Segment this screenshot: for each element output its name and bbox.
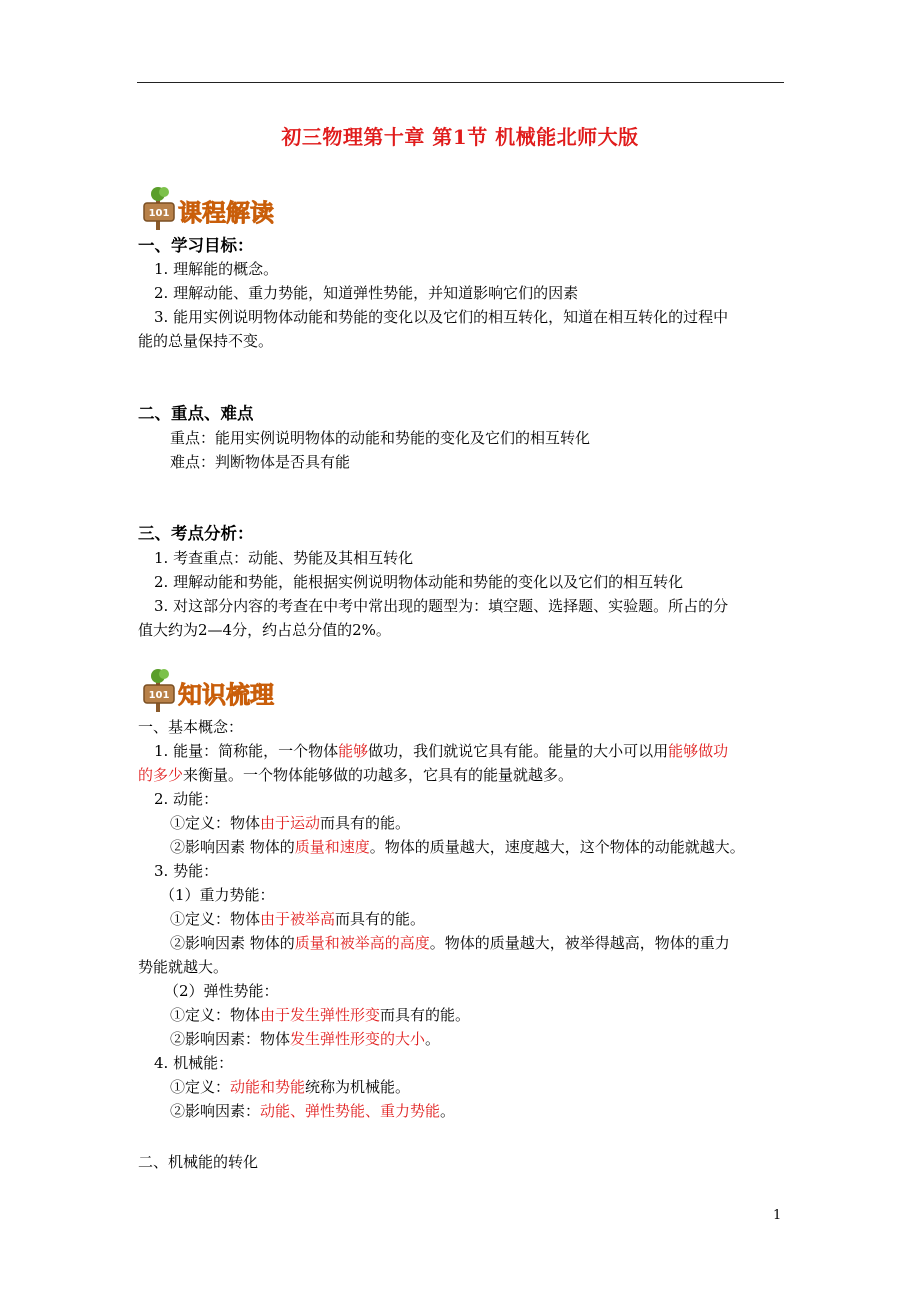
elastic-potential-label: （2）弹性势能： bbox=[164, 982, 279, 1000]
section-heading-key-points: 二、重点、难点 bbox=[138, 404, 254, 423]
banner-course-interpretation bbox=[138, 186, 318, 232]
key-point-text: 重点：能用实例说明物体的动能和势能的变化及它们的相互转化 bbox=[170, 429, 591, 447]
section-heading-exam-analysis: 三、考点分析： bbox=[138, 524, 254, 543]
list-item: 2. 理解动能和势能，能根据实例说明物体动能和势能的变化以及它们的相互转化 bbox=[154, 573, 684, 591]
header-rule bbox=[137, 82, 784, 83]
gravity-factors-continued: 势能就越大。 bbox=[138, 958, 229, 976]
banner-label: 课程解读 bbox=[178, 199, 274, 227]
list-item: 1. 考查重点：动能、势能及其相互转化 bbox=[154, 549, 414, 567]
list-item-continued: 能的总量保持不变。 bbox=[138, 332, 274, 350]
energy-definition: 1. 能量：简称能，一个物体能够做功，我们就说它具有能。能量的大小可以用能够做功 bbox=[154, 742, 729, 760]
difficulty-text: 难点：判断物体是否具有能 bbox=[170, 453, 351, 471]
document-title: 初三物理第十章 第1节 机械能北师大版 bbox=[281, 125, 639, 149]
banner-knowledge-review bbox=[138, 668, 318, 714]
elastic-factors: ②影响因素：物体发生弹性形变的大小。 bbox=[170, 1030, 441, 1048]
section-heading-conversion: 二、机械能的转化 bbox=[138, 1153, 259, 1171]
section-heading-objectives: 一、学习目标： bbox=[138, 236, 254, 255]
list-item: 2. 理解动能、重力势能，知道弹性势能，并知道影响它们的因素 bbox=[154, 284, 579, 302]
tree-sign-icon bbox=[144, 669, 174, 712]
gravity-factors: ②影响因素 物体的质量和被举高的高度。物体的质量越大，被举得越高，物体的重力 bbox=[170, 934, 730, 952]
energy-definition-continued: 的多少来衡量。一个物体能够做的功越多，它具有的能量就越多。 bbox=[138, 766, 574, 784]
list-item: 1. 理解能的概念。 bbox=[154, 260, 279, 278]
gravity-definition: ①定义：物体由于被举高而具有的能。 bbox=[170, 910, 426, 928]
kinetic-label: 2. 动能： bbox=[154, 790, 219, 808]
mechanical-label: 4. 机械能： bbox=[154, 1054, 234, 1072]
kinetic-definition: ①定义：物体由于运动而具有的能。 bbox=[170, 814, 411, 832]
list-item: 3. 能用实例说明物体动能和势能的变化以及它们的相互转化，知道在相互转化的过程中 bbox=[154, 308, 729, 326]
svg-text:101: 101 bbox=[148, 690, 170, 701]
banner-label: 知识梳理 bbox=[178, 681, 274, 709]
gravity-potential-label: （1）重力势能： bbox=[160, 886, 275, 904]
elastic-definition: ①定义：物体由于发生弹性形变而具有的能。 bbox=[170, 1006, 471, 1024]
kinetic-factors: ②影响因素 物体的质量和速度。物体的质量越大，速度越大，这个物体的动能就越大。 bbox=[170, 838, 745, 856]
page-number: 1 bbox=[773, 1208, 782, 1223]
tree-sign-icon bbox=[144, 187, 174, 230]
potential-label: 3. 势能： bbox=[154, 862, 219, 880]
list-item-continued: 值大约为2—4分，约占总分值的2%。 bbox=[138, 621, 391, 639]
mechanical-definition: ①定义：动能和势能统称为机械能。 bbox=[170, 1078, 411, 1096]
section-heading-basic-concepts: 一、基本概念： bbox=[138, 718, 244, 736]
list-item: 3. 对这部分内容的考查在中考中常出现的题型为：填空题、选择题、实验题。所占的分 bbox=[154, 597, 729, 615]
svg-text:101: 101 bbox=[148, 208, 170, 219]
mechanical-factors: ②影响因素：动能、弹性势能、重力势能。 bbox=[170, 1102, 456, 1120]
